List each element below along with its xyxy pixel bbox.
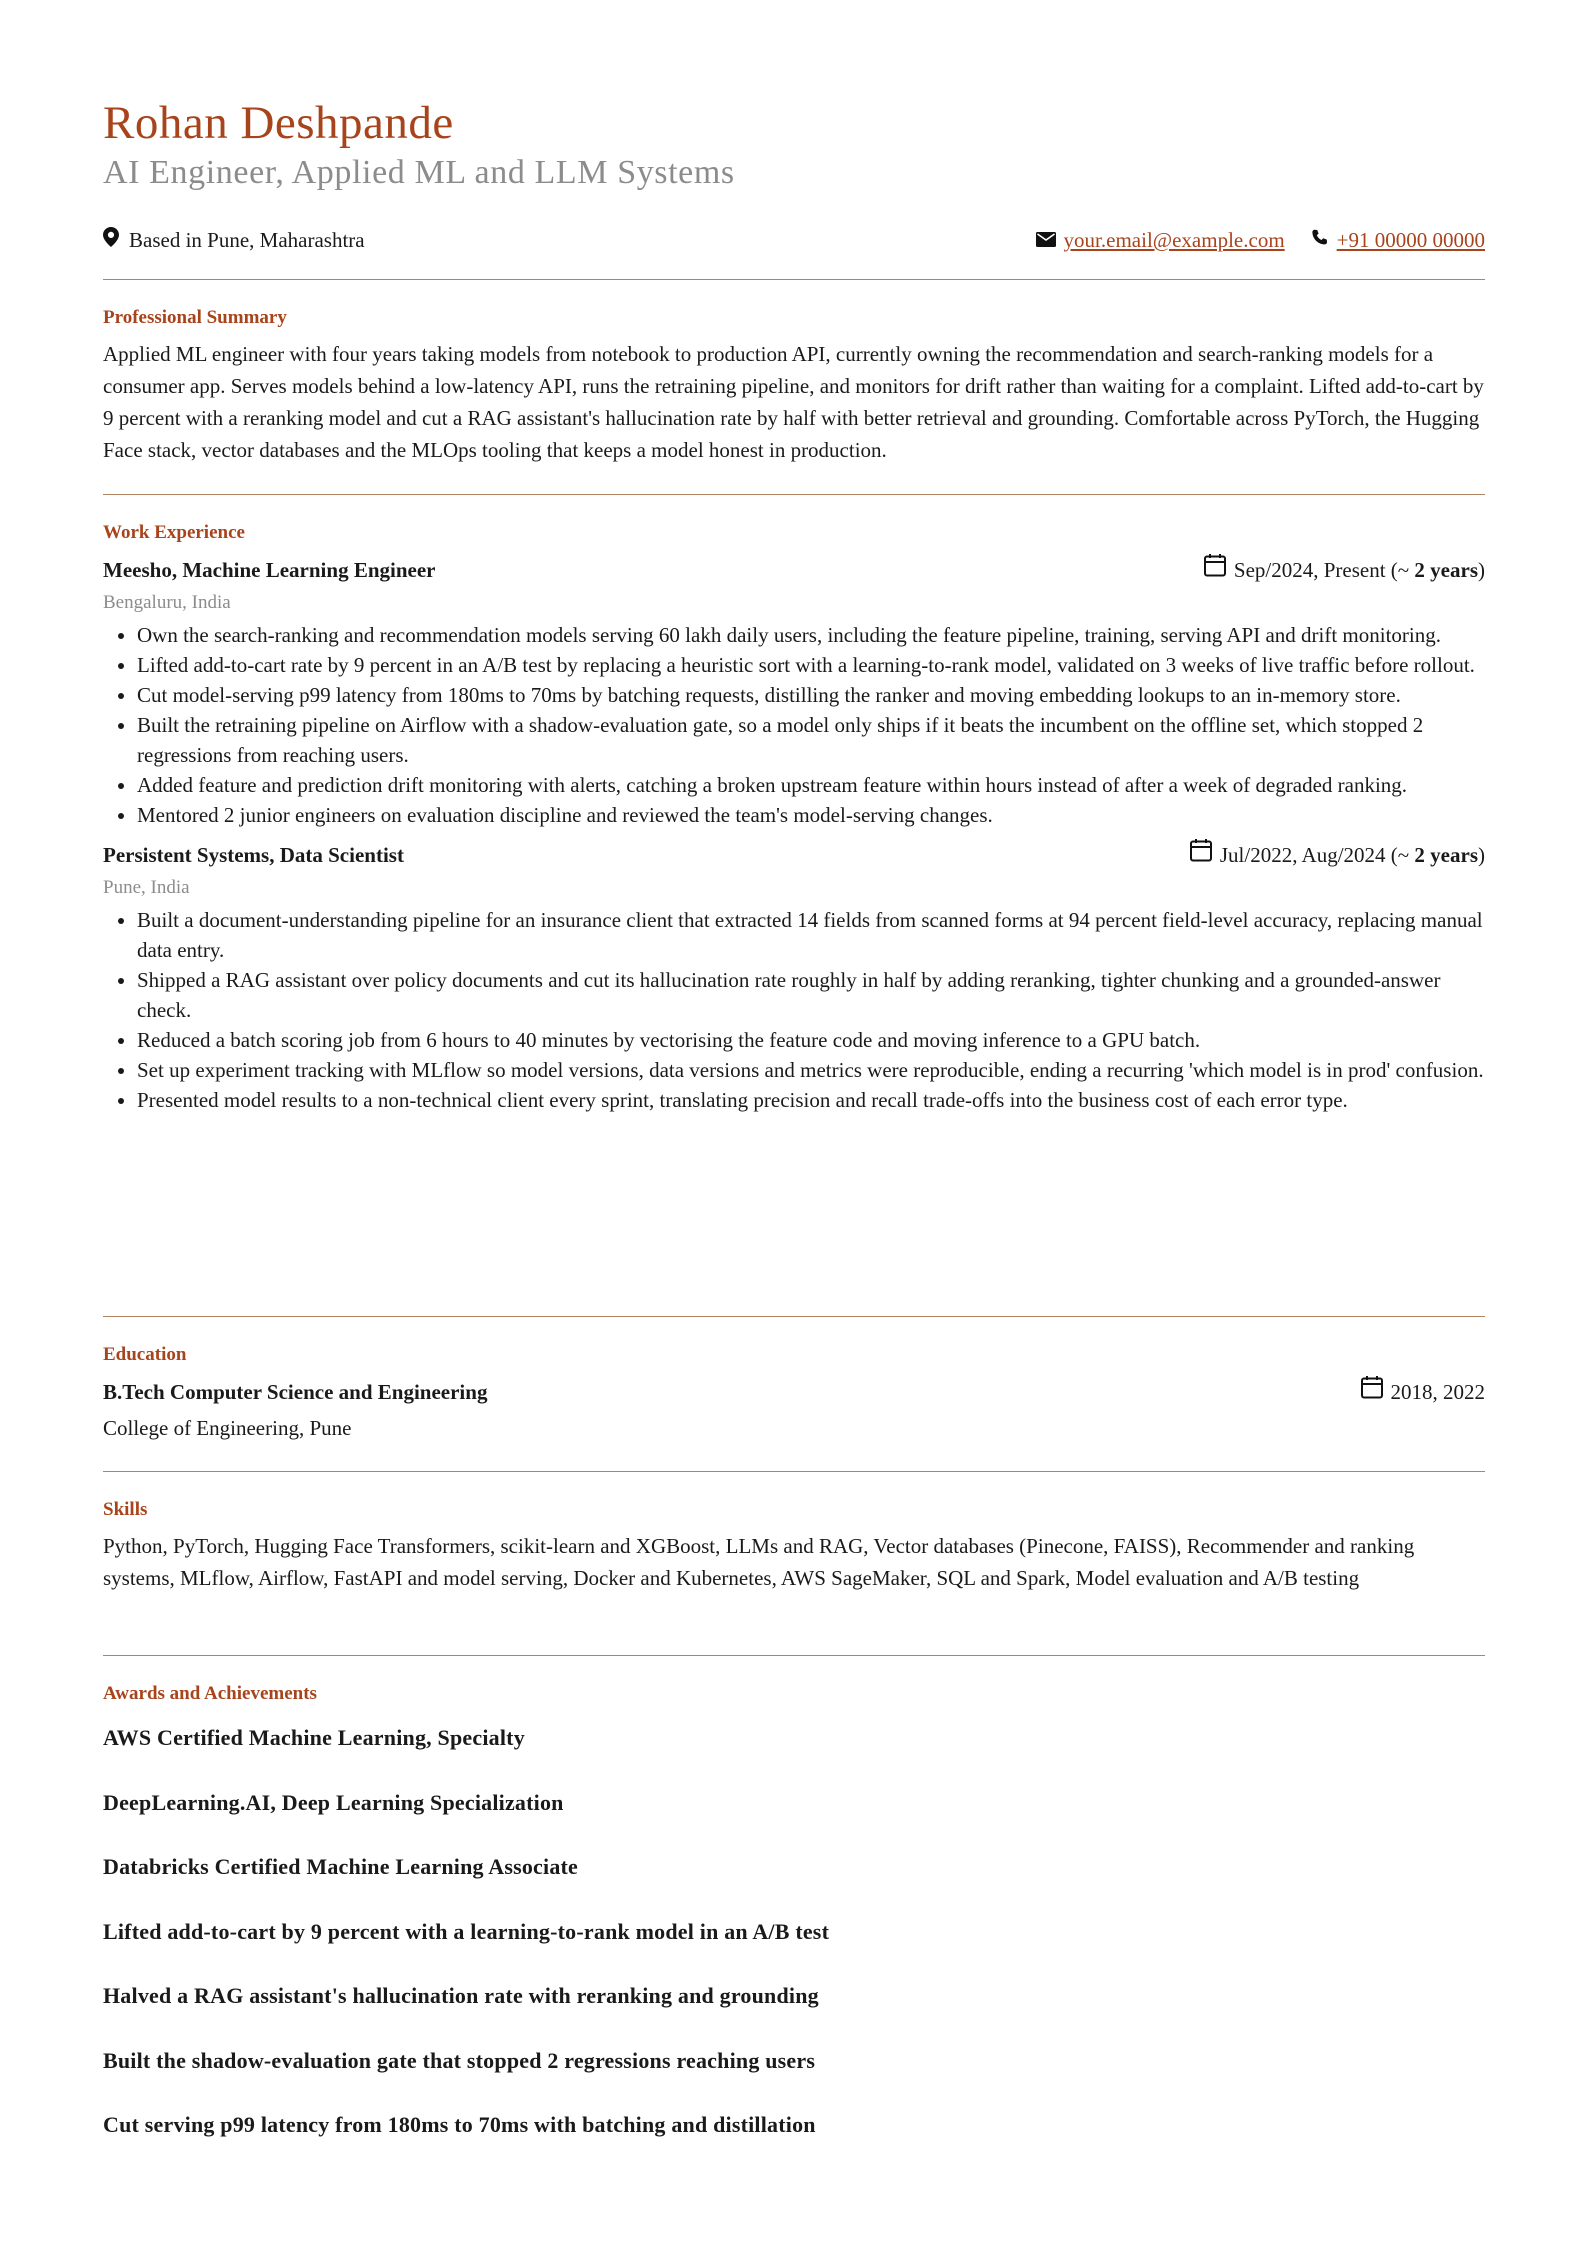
calendar-icon: [1204, 553, 1226, 586]
phone-item: [1311, 226, 1485, 254]
job-location: Bengaluru, India: [103, 592, 231, 613]
map-pin-icon: [103, 226, 119, 254]
calendar-icon: [1361, 1375, 1383, 1408]
summary-section: [103, 306, 1485, 466]
school-name: College of Engineering, Pune: [103, 1416, 352, 1440]
list-item: • Added feature and prediction drift monitoring with alerts, catching a broken upstream feature within hours instead of after a week of degraded ranking.: [137, 770, 1485, 800]
list-item: • Built the retraining pipeline on Airflow with a shadow-evaluation gate, so a model only ships if it beats the incumbent on the offline set, which stopped 2 regressions from reaching users.: [137, 710, 1485, 770]
job-title: Meesho, Machine Learning Engineer: [103, 557, 436, 582]
award-item: Databricks Certified Machine Learning Associate: [103, 1854, 579, 1879]
award-item: Built the shadow-evaluation gate that stopped 2 regressions reaching users: [103, 2047, 816, 2073]
section-title: Education: [103, 1344, 187, 1365]
degree: B.Tech Computer Science and Engineering: [103, 1379, 488, 1404]
list-item: • Own the search-ranking and recommendation models serving 60 lakh daily users, including the feature pipeline, training, serving API and drift monitoring.: [137, 620, 1485, 650]
email-link[interactable]: your.email@example.com: [1063, 228, 1285, 252]
award-item: DeepLearning.AI, Deep Learning Specialization: [103, 1789, 564, 1815]
list-item: • Reduced a batch scoring job from 6 hours to 40 minutes by vectorising the feature code and moving inference to a GPU batch.: [137, 1025, 1485, 1055]
award-item: AWS Certified Machine Learning, Specialty: [103, 1725, 525, 1750]
job-role: Data Scientist: [279, 842, 404, 867]
skills-section: [103, 1498, 1485, 1594]
section-title: Skills: [103, 1499, 148, 1520]
contact-links: [1036, 226, 1485, 254]
job-bullets: [103, 620, 1485, 830]
list-item: • Presented model results to a non-technical client every sprint, translating precision and recall trade-offs into the business cost of each error type.: [137, 1085, 1485, 1115]
award-item: Lifted add-to-cart by 9 percent with a learning-to-rank model in an A/B test: [103, 1918, 830, 1944]
duration: 2 years: [1414, 842, 1478, 867]
divider: [103, 1316, 1485, 1317]
divider: [103, 1655, 1485, 1656]
divider: [103, 279, 1485, 280]
envelope-icon: [1036, 226, 1056, 254]
list-item: • Set up experiment tracking with MLflow so model versions, data versions and metrics were reproducible, ending a recurring 'which model is in prod' confusion.: [137, 1055, 1485, 1085]
job-header: [103, 838, 1485, 871]
award-item: Cut serving p99 latency from 180ms to 70ms with batching and distillation: [103, 2112, 816, 2137]
date-range: Sep/2024, Present (~: [1233, 557, 1415, 582]
experience-section: [103, 521, 1485, 1115]
education-header: [103, 1375, 1485, 1408]
job-bullets: [103, 905, 1485, 1115]
list-item: • Mentored 2 junior engineers on evaluation discipline and reviewed the team's model-serving changes.: [137, 800, 1485, 830]
company-name: Persistent Systems: [103, 842, 270, 867]
job-entry: [103, 553, 1485, 830]
list-item: • Lifted add-to-cart rate by 9 percent in an A/B test by replacing a heuristic sort with a learning-to-rank model, validated on 3 weeks of live traffic before rollout.: [137, 650, 1485, 680]
education-dates: [1361, 1375, 1486, 1408]
divider: [103, 494, 1485, 495]
job-title: Persistent Systems, Data Scientist: [103, 842, 404, 867]
location: [103, 226, 365, 254]
email-item: [1036, 226, 1285, 254]
job-header: [103, 553, 1485, 586]
list-item: • Built a document-understanding pipeline for an insurance client that extracted 14 fields from scanned forms at 94 percent field-level accuracy, replacing manual data entry.: [137, 905, 1485, 965]
section-title: Work Experience: [103, 522, 245, 543]
date-range: Jul/2022, Aug/2024 (~: [1219, 842, 1415, 867]
duration: 2 years: [1414, 557, 1478, 582]
candidate-name: Rohan Deshpande: [103, 97, 454, 149]
company-name: Meesho: [103, 557, 172, 582]
awards-section: [103, 1682, 1485, 2176]
section-title: Awards and Achievements: [103, 1683, 317, 1704]
job-dates: Sep/2024, Present (~ 2 years): [1204, 553, 1485, 586]
list-item: • Shipped a RAG assistant over policy documents and cut its hallucination rate roughly in half by adding reranking, tighter chunking and a grounded-answer check.: [137, 965, 1485, 1025]
education-section: [103, 1343, 1485, 1444]
candidate-headline: AI Engineer, Applied ML and LLM Systems: [103, 154, 735, 191]
award-item: Halved a RAG assistant's hallucination rate with reranking and grounding: [103, 1983, 819, 2008]
job-location: Pune, India: [103, 877, 190, 898]
job-role: Machine Learning Engineer: [182, 557, 436, 582]
location-text: Based in Pune, Maharashtra: [129, 228, 365, 252]
calendar-icon: [1190, 838, 1212, 871]
list-item: • Cut model-serving p99 latency from 180ms to 70ms by batching requests, distilling the ranker and moving embedding lookups to an in-memory store.: [137, 680, 1485, 710]
phone-icon: [1311, 226, 1329, 254]
phone-link[interactable]: +91 00000 00000: [1336, 228, 1485, 252]
contact-bar: [103, 226, 1485, 254]
divider: [103, 1471, 1485, 1472]
job-dates: Jul/2022, Aug/2024 (~ 2 years): [1190, 838, 1485, 871]
education-date-range: 2018, 2022: [1390, 1379, 1485, 1404]
job-entry: [103, 838, 1485, 1115]
section-title: Professional Summary: [103, 307, 287, 328]
skills-text: Python, PyTorch, Hugging Face Transformers, scikit-learn and XGBoost, LLMs and RAG, Vector databases (Pinecone, FAISS), Recommender and ranking systems, MLflow, Airflow, FastAPI and model serving, Docker and Kubernetes, AWS SageMaker, SQL and Spark, Model evaluation and A/B testing: [103, 1534, 1415, 1590]
summary-text: Applied ML engineer with four years taking models from notebook to production API, currently owning the recommendation and search-ranking models for a consumer app. Serves models behind a low-latency API, runs the retraining pipeline, and monitors for drift rather than waiting for a complaint. Lifted add-to-cart by 9 percent with a reranking model and cut a RAG assistant's hallucination rate by half with better retrieval and grounding. Comfortable across PyTorch, the Hugging Face stack, vector databases and the MLOps tooling that keeps a model honest in production.: [103, 342, 1484, 462]
